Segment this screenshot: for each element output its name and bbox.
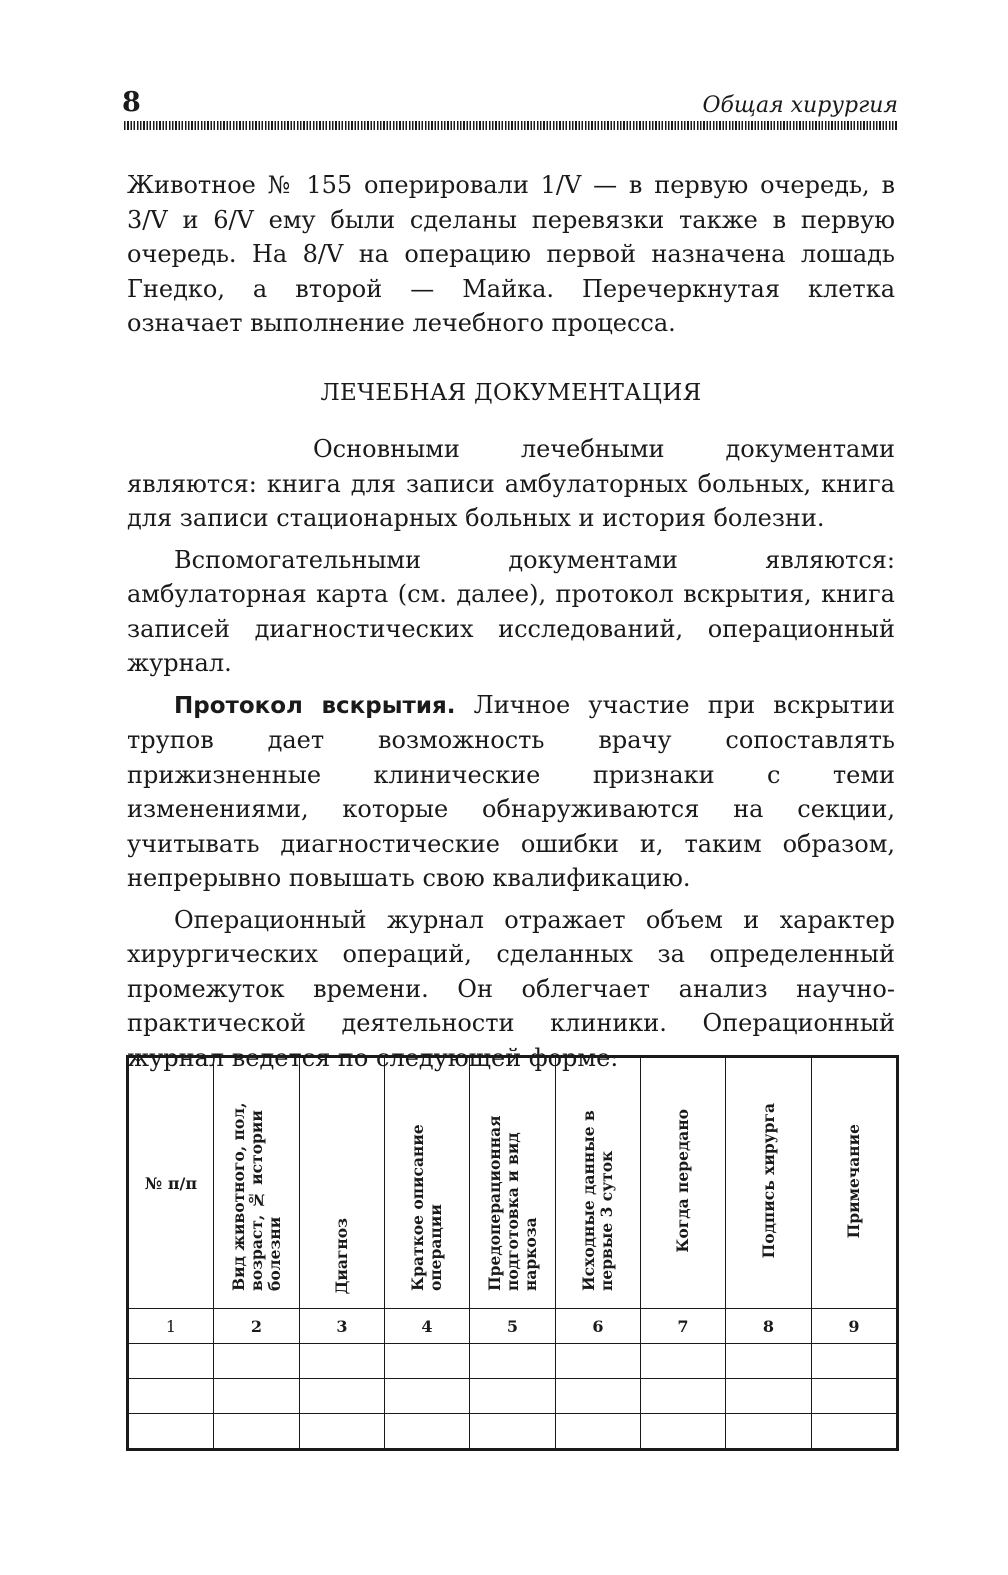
table-numbering-row (128, 1309, 898, 1344)
header-cell-operation-description: Краткое описание операции (385, 1057, 470, 1309)
table-cell (641, 1379, 726, 1414)
header-cell-number: № п/п (128, 1057, 214, 1309)
paragraph-auxiliary-documents: Вспомогательными документами являются: амбулаторная карта (см. далее), протокол вскрытия, книга записей диагностических исследований, операционный журнал. (127, 545, 895, 677)
column-number: 9 (812, 1309, 898, 1344)
column-number: 8 (726, 1309, 812, 1344)
table-cell (556, 1379, 641, 1414)
table-cell (128, 1344, 214, 1379)
table-row (128, 1344, 898, 1379)
operation-journal-table (126, 1055, 899, 1451)
table-row (128, 1414, 898, 1450)
autopsy-protocol-text: Личное участие при вскрытии трупов дает возможность врачу сопоставлять прижизненные клинические признаки с теми изменениями, которые обнаруживаются на секции, учитывать диагностические ошибки и, таким образом, непрерывно повышать свою квалификацию. (127, 690, 895, 892)
paragraph-operation-journal: Операционный журнал отражает объем и характер хирургических операций, сделанных за определенный промежуток времени. Он облегчает анализ научно-практической деятельности клиники. Операционный журнал ведется по следующей форме: (127, 905, 895, 1072)
column-number: 5 (470, 1309, 556, 1344)
table-cell (556, 1414, 641, 1450)
header-cell-diagnosis: Диагноз (300, 1057, 385, 1309)
header-cell-animal: Вид животного, пол, возраст, № истории болезни (214, 1057, 300, 1309)
table-cell (726, 1414, 812, 1450)
table-cell (214, 1344, 300, 1379)
table-cell (726, 1344, 812, 1379)
table-cell (470, 1344, 556, 1379)
intro-paragraph: Животное № 155 оперировали 1/V — в первую очередь, в 3/V и 6/V ему были сделаны перевязки также в первую очередь. На 8/V на операцию первой назначена лошадь Гнедко, а второй — Майка. Перечеркнутая клетка означает выполнение лечебного процесса. (127, 171, 895, 337)
column-number: 2 (214, 1309, 300, 1344)
running-title: Общая хирургия (702, 93, 898, 118)
table-cell (128, 1379, 214, 1414)
paragraph-main-documents: Основными лечебными документами являются: книга для записи амбулаторных больных, книга для записи стационарных больных и история болезни. (127, 435, 895, 532)
table-cell (641, 1344, 726, 1379)
header-rule (124, 121, 898, 130)
header-cell-preparation: Предоперационная подготовка и вид наркоза (470, 1057, 556, 1309)
table-cell (470, 1414, 556, 1450)
column-number: 1 (128, 1309, 214, 1344)
table-cell (385, 1414, 470, 1450)
intro-text (127, 168, 895, 341)
paragraph-autopsy-protocol (127, 688, 895, 896)
table-cell (214, 1379, 300, 1414)
table-cell (812, 1344, 898, 1379)
header-cell-signature: Подпись хирурга (726, 1057, 812, 1309)
table-cell (641, 1414, 726, 1450)
autopsy-protocol-lead: Протокол вскрытия. (174, 692, 456, 719)
column-number: 3 (300, 1309, 385, 1344)
table-cell (300, 1414, 385, 1450)
table-cell (385, 1379, 470, 1414)
page-number: 8 (122, 87, 141, 118)
section-heading: ЛЕЧЕБНАЯ ДОКУМЕНТАЦИЯ (320, 380, 702, 406)
table-cell (812, 1379, 898, 1414)
table-cell (385, 1344, 470, 1379)
header-cell-note: Примечание (812, 1057, 898, 1309)
table-cell (128, 1414, 214, 1450)
column-number: 4 (385, 1309, 470, 1344)
column-number: 6 (556, 1309, 641, 1344)
table-cell (300, 1344, 385, 1379)
header-cell-transferred: Когда передано (641, 1057, 726, 1309)
section-body (127, 432, 895, 1075)
table-cell (214, 1414, 300, 1450)
table-row (128, 1379, 898, 1414)
table-cell (470, 1379, 556, 1414)
column-number: 7 (641, 1309, 726, 1344)
table-header-row (128, 1057, 898, 1309)
table-cell (300, 1379, 385, 1414)
table-cell (726, 1379, 812, 1414)
table-cell (812, 1414, 898, 1450)
header-cell-initial-data: Исходные данные в первые 3 суток (556, 1057, 641, 1309)
table-cell (556, 1344, 641, 1379)
